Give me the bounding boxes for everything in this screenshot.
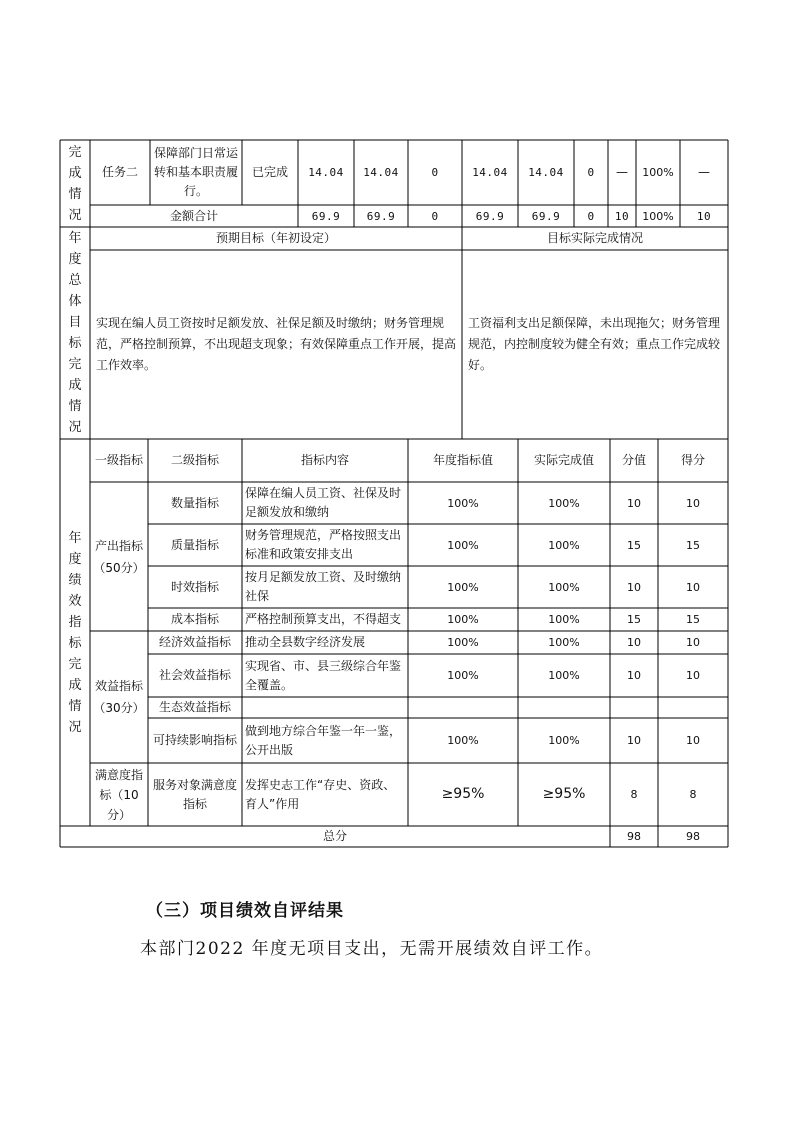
indicator-got: 10 [686, 734, 700, 747]
header-score: 分值 [621, 453, 646, 467]
indicator-actual: 100% [548, 538, 580, 552]
indicator-target: 100% [447, 496, 479, 510]
header-target: 年度指标值 [432, 453, 493, 467]
indicator-name: 服务对象满意度指标 [152, 777, 237, 811]
total-got: 98 [686, 830, 700, 843]
indicator-target: 100% [447, 636, 479, 649]
indicator-got: 10 [686, 580, 700, 594]
task-name: 任务二 [101, 165, 138, 179]
indicator-got: 8 [689, 788, 697, 801]
indicator-score: 15 [627, 613, 641, 626]
indicator-actual [518, 697, 610, 718]
header-content: 指标内容 [300, 453, 349, 467]
indicator-actual: 100% [548, 613, 580, 626]
task-value: — [616, 165, 628, 179]
task-value: 14.04 [472, 166, 508, 179]
indicator-name: 时效指标 [170, 579, 219, 594]
indicator-name: 成本指标 [170, 612, 219, 626]
indicator-content: 财务管理规范，严格按照支出标准和政策安排支出 [245, 528, 402, 561]
indicator-content: 按月足额发放工资、及时缴纳社保 [245, 570, 402, 603]
amount-total-value: 69.9 [311, 209, 341, 223]
amount-total-value: 0 [431, 209, 439, 223]
amount-total-value: 10 [614, 209, 630, 223]
group-benefit: 效益指标（30分） [93, 679, 145, 715]
indicator-score: 10 [627, 669, 641, 682]
indicator-target: 100% [447, 669, 479, 682]
indicator-name: 质量指标 [170, 537, 219, 552]
indicator-content: 实现省、市、县三级综合年鉴全覆盖。 [245, 658, 402, 692]
indicator-actual: 100% [548, 496, 580, 510]
indicator-got [658, 697, 728, 718]
amount-total-value: 0 [587, 209, 595, 223]
indicator-target [408, 697, 518, 718]
indicator-actual: ≥95% [542, 786, 586, 802]
indicator-content: 推动全县数字经济发展 [245, 635, 366, 649]
indicator-got: 10 [686, 669, 700, 682]
task-value: 100% [642, 166, 674, 179]
indicator-got: 15 [686, 613, 700, 626]
indicator-score [610, 697, 658, 718]
completion-side-label: 完 成 情 况 [68, 144, 82, 223]
indicator-actual: 100% [548, 734, 580, 747]
task-content: 保障部门日常运转和基本职责履行。 [153, 146, 238, 198]
indicator-score: 10 [627, 580, 641, 594]
amount-total-value: 69.9 [366, 209, 396, 223]
task-value: 0 [587, 166, 595, 179]
indicator-score: 10 [627, 734, 641, 747]
indicator-target: 100% [447, 580, 479, 594]
indicator-content: 发挥史志工作“存史、资政、育人”作用 [245, 777, 396, 811]
section-heading: （三）项目绩效自评结果 [146, 901, 344, 921]
indicator-score: 8 [630, 788, 638, 801]
indicator-content: 做到地方综合年鉴一年一鉴，公开出版 [245, 723, 402, 757]
total-score: 98 [627, 830, 641, 843]
header-got: 得分 [680, 453, 705, 467]
amount-total-value: 69.9 [475, 209, 505, 223]
indicator-got: 15 [686, 538, 700, 552]
target-header: 预期目标（年初设定） [215, 231, 336, 245]
indicator-target: 100% [447, 613, 479, 626]
amount-total-value: 10 [696, 209, 712, 223]
amount-total-value: 100% [642, 209, 674, 223]
indicator-content [242, 697, 408, 718]
amount-total-value: 69.9 [531, 209, 561, 223]
task-value: 0 [431, 166, 439, 179]
amount-total-label: 金额合计 [169, 208, 218, 223]
actual-text: 工资福利支出足额保障，未出现拖欠；财务管理规范，内控制度较为健全有效；重点工作完成较好。 [468, 316, 721, 372]
indicator-content: 保障在编人员工资、社保及时足额发放和缴纳 [245, 486, 402, 519]
overall-goal-side-label: 年 度 总 体 目 标 完 成 情 况 [68, 231, 82, 435]
task-value: 14.04 [363, 166, 399, 179]
indicator-target: 100% [447, 538, 479, 552]
target-text: 实现在编人员工资按时足额发放、社保足额及时缴纳；财务管理规范，严格控制预算，不出现超支现象；有效保障重点工作开展，提高工作效率。 [96, 316, 457, 372]
indicator-actual: 100% [548, 669, 580, 682]
total-label: 总分 [322, 829, 347, 843]
indicator-actual: 100% [548, 636, 580, 649]
actual-header: 目标实际完成情况 [546, 231, 643, 245]
header-level2: 二级指标 [170, 453, 219, 467]
indicator-score: 10 [627, 636, 641, 649]
group-satisfaction: 满意度指标（10分） [94, 767, 143, 822]
task-value: 14.04 [528, 166, 564, 179]
indicator-name: 生态效益指标 [158, 700, 231, 714]
indicator-name: 数量指标 [170, 495, 219, 510]
indicator-score: 10 [627, 496, 641, 510]
header-level1: 一级指标 [94, 453, 143, 467]
group-output: 产出指标（50分） [93, 538, 145, 575]
header-actual: 实际完成值 [533, 453, 594, 467]
body-paragraph: 本部门2022 年度无项目支出，无需开展绩效自评工作。 [140, 939, 604, 959]
indicator-name: 经济效益指标 [158, 635, 231, 649]
indicator-actual: 100% [548, 580, 580, 594]
task-value: 14.04 [308, 166, 344, 179]
indicator-content: 严格控制预算支出，不得超支 [245, 612, 402, 626]
indicator-target: 100% [447, 734, 479, 747]
indicator-name: 可持续影响指标 [152, 733, 237, 747]
indicator-got: 10 [686, 496, 700, 510]
indicator-target: ≥95% [441, 786, 485, 802]
indicator-name: 社会效益指标 [158, 668, 231, 682]
indicator-got: 10 [686, 636, 700, 649]
indicator-side-label: 年 度 绩 效 指 标 完 成 情 况 [68, 530, 82, 735]
task-value: — [698, 165, 710, 179]
indicator-score: 15 [627, 538, 641, 552]
task-status: 已完成 [251, 165, 288, 179]
